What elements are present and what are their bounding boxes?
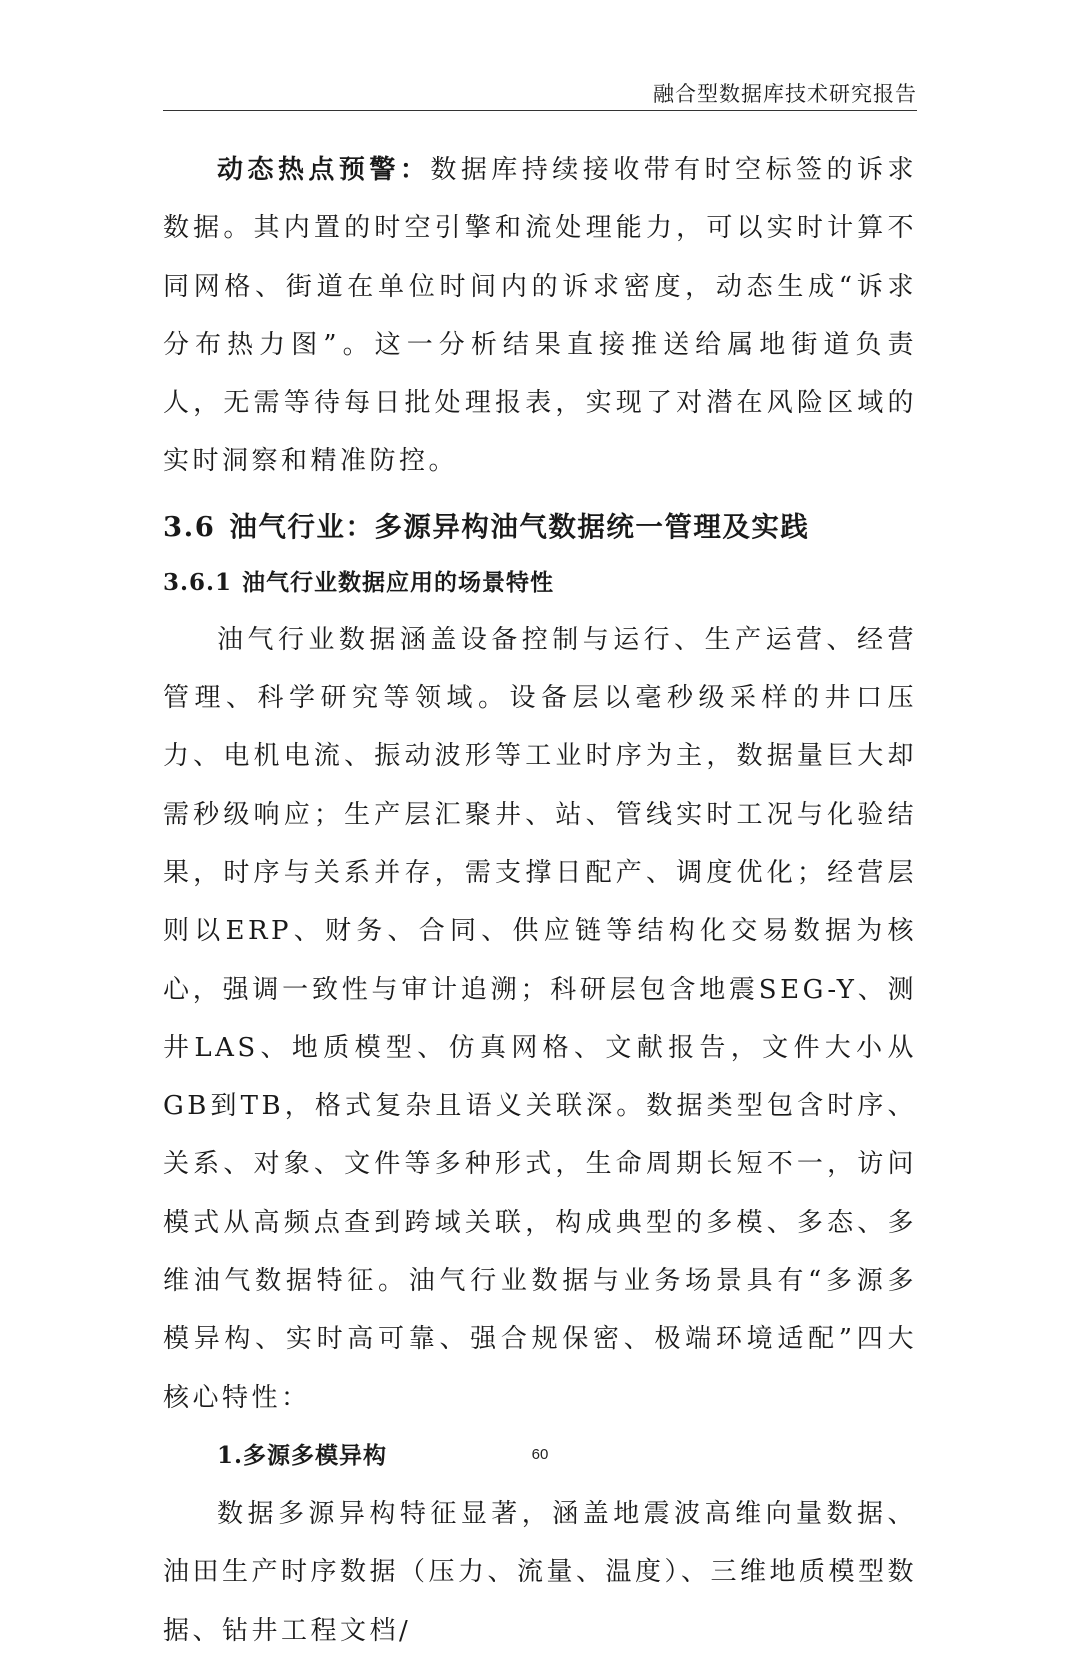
section-number: 3.6 <box>163 510 216 543</box>
multi-source-paragraph: 数据多源异构特征显著，涵盖地震波高维向量数据、油田生产时序数据（压力、流量、温度）、三维地质模型数据、钻井工程文档/ <box>163 1498 918 1646</box>
page-content <box>163 141 917 1660</box>
hotspot-warning-paragraph <box>163 141 917 491</box>
section-heading-3-6-1 <box>163 555 917 611</box>
section-heading-3-6 <box>163 499 917 555</box>
paragraph-text: 数据库持续接收带有时空标签的诉求数据。其内置的时空引擎和流处理能力，可以实时计算不同网格、街道在单位时间内的诉求密度，动态生成“诉求分布热力图”。这一分析结果直接推送给属地街道负责人，无需等待每日批处理报表，实现了对潜在风险区域的实时洞察和精准防控。 <box>163 155 917 477</box>
section-title: 油气行业：多源异构油气数据统一管理及实践 <box>229 510 810 543</box>
page-header <box>163 70 917 111</box>
subsection-number: 3.6.1 <box>163 568 233 596</box>
report-title: 融合型数据库技术研究报告 <box>653 82 917 106</box>
page-number: 60 <box>531 1446 549 1463</box>
subsection-title: 油气行业数据应用的场景特性 <box>242 568 555 596</box>
scenario-characteristics-paragraph: 油气行业数据涵盖设备控制与运行、生产运营、经营管理、科学研究等领域。设备层以毫秒级采样的井口压力、电机电流、振动波形等工业时序为主，数据量巨大却需秒级响应；生产层汇聚井、站、管线实时工况与化验结果，时序与关系并存，需支撑日配产、调度优化；经营层则以ERP、财务、合同、供应链等结构化交易数据为核心，强调一致性与审计追溯；科研层包含地震SEG-Y、测井LAS、地质模型、仿真网格、文献报告，文件大小从GB到TB，格式复杂且语义关联深。数据类型包含时序、关系、对象、文件等多种形式，生命周期长短不一，访问模式从高频点查到跨域关联，构成典型的多模、多态、多维油气数据特征。油气行业数据与业务场景具有“多源多模异构、实时高可靠、强合规保密、极端环境适配”四大核心特性： <box>163 624 917 1413</box>
paragraph-lead: 动态热点预警： <box>217 155 431 185</box>
heading-multi-source: 1.多源多模异构 <box>217 1441 388 1469</box>
